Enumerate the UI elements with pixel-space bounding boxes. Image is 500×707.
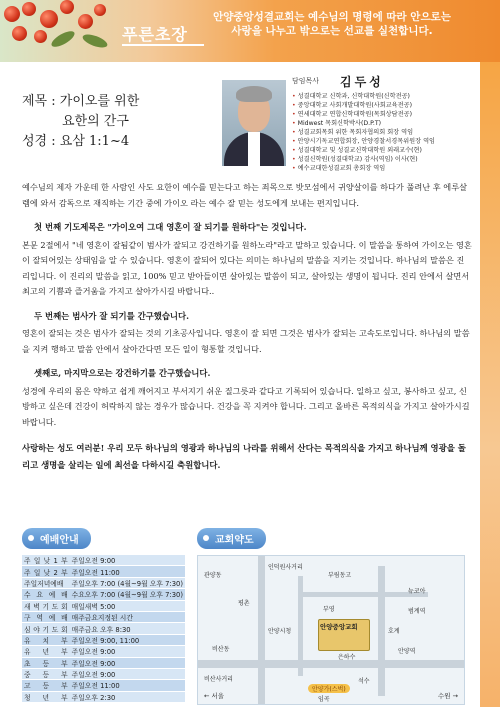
service-name: 주 일 낮 2 부 xyxy=(22,566,70,577)
service-name: 중 등 부 xyxy=(22,668,70,679)
table-row xyxy=(22,680,185,691)
section-paragraph-2: 영혼이 잘되는 것은 범사가 잘되는 것의 기초공사입니다. 영혼이 잘 되면 그것은 범사가 잘되는 고속도로입니다. 하나님의 말씀을 지켜 행하고 말씀 안에서 살아간다면 모든 일이 형통할 것입니다. xyxy=(22,328,470,354)
scripture-label: 성경 : xyxy=(22,134,56,149)
pastor-profile xyxy=(292,76,462,173)
photo-hair xyxy=(236,86,272,102)
map-label: 비산사거리 xyxy=(204,676,233,683)
table-row xyxy=(22,600,185,611)
table-row xyxy=(22,634,185,645)
credential-item: • 안양시기독교연합회장, 안양경찰서경목위원장 역임 xyxy=(292,137,462,146)
brand-title: 푸른초장 xyxy=(122,25,188,44)
berry-decoration xyxy=(40,10,58,28)
service-name: 초 등 부 xyxy=(22,657,70,668)
closing-paragraph: 사랑하는 성도 여러분! 우리 모두 하나님의 영광과 하나님의 나라를 위해서 산다는 목적의식을 가지고 하나님께 영광을 돌리고 생명을 살리는 일에 최선을 다하시길 축원합니다. xyxy=(22,443,466,470)
arrow-left-label: ← 서울 xyxy=(204,692,225,700)
map-title: 교회약도 xyxy=(197,528,266,549)
credential-item: • 성결교회목회 위한 목회자협의회 회장 역임 xyxy=(292,128,462,137)
section-heading-3: 셋째로, 마지막으로는 강건하기를 간구했습니다. xyxy=(34,368,211,378)
service-time: 매일새벽 5:00 xyxy=(70,600,185,611)
station-badge: 안양가(스벅) xyxy=(308,684,350,693)
table-row xyxy=(22,577,185,588)
service-time: 매주금요 오후 8:30 xyxy=(70,623,185,634)
table-row xyxy=(22,566,185,577)
photo-shirt xyxy=(248,132,260,166)
map-label: 서울 xyxy=(211,692,225,700)
map-label: 호계 xyxy=(388,628,400,635)
service-time: 주일오전 9:00 xyxy=(70,657,185,668)
arrow-right-label: 수원 → xyxy=(437,692,458,700)
pastor-credentials xyxy=(292,92,462,173)
service-time: 주일오전 11:00 xyxy=(70,680,185,691)
map-label: 석수 xyxy=(358,678,370,685)
service-time: 주일오전 9:00 xyxy=(70,646,185,657)
church-map-section xyxy=(197,528,463,705)
map-label: 안양역 xyxy=(398,648,416,655)
service-time: 수요오후 7:00 (4월~9월 오후 7:30) xyxy=(70,589,185,600)
table-row xyxy=(22,555,185,566)
map-label: 임곡 xyxy=(318,696,330,703)
table-row xyxy=(22,611,185,622)
right-side-bar xyxy=(480,62,500,707)
service-time: 주일오전 9:00, 11:00 xyxy=(70,634,185,645)
road xyxy=(298,576,303,676)
map-label: 뉴코아 xyxy=(408,588,426,595)
section-heading-2: 두 번째는 범사가 잘 되기를 간구했습니다. xyxy=(34,310,190,321)
title-line1: 가이오를 위한 xyxy=(59,94,140,109)
sermon-title-block xyxy=(22,92,139,152)
service-name: 주 일 낮 1 부 xyxy=(22,555,70,566)
berry-decoration xyxy=(60,0,74,14)
pastor-photo xyxy=(222,80,286,166)
service-name: 수 요 예 배 xyxy=(22,589,70,600)
berry-decoration xyxy=(78,14,93,29)
leaf-decoration xyxy=(81,32,109,50)
map-label: 관양동 xyxy=(204,572,222,579)
table-row xyxy=(22,589,185,600)
pastor-role: 담임목사 xyxy=(292,77,320,85)
table-row xyxy=(22,646,185,657)
table-row xyxy=(22,668,185,679)
map-label: 비산동 xyxy=(212,646,230,653)
service-time: 주일오전 9:00 xyxy=(70,555,185,566)
service-name: 유 치 부 xyxy=(22,634,70,645)
service-time: 주일오후 7:00 (4월~9월 오후 7:30) xyxy=(70,577,185,588)
credential-item: • Midwest 목회신학박사(D.P.T) xyxy=(292,119,462,128)
map-label: 평촌 xyxy=(238,600,250,607)
church-map xyxy=(197,555,465,705)
map-label: 수원 xyxy=(437,692,451,700)
pastor-name: 김두성 xyxy=(340,75,384,89)
service-name: 새 벽 기 도 회 xyxy=(22,600,70,611)
service-time: 매주금요지정된 시간 xyxy=(70,611,185,622)
service-time: 주일오전 11:00 xyxy=(70,566,185,577)
service-name: 구 역 예 배 xyxy=(22,611,70,622)
road xyxy=(378,566,385,696)
map-label: 안양시청 xyxy=(268,628,292,635)
brand-underline xyxy=(122,44,204,46)
worship-title: 예배안내 xyxy=(22,528,91,549)
table-row xyxy=(22,691,185,702)
map-label: 부영 xyxy=(323,606,335,613)
service-time: 주일오전 9:00 xyxy=(70,668,185,679)
map-label: 인덕원사거리 xyxy=(268,564,303,571)
berry-decoration xyxy=(4,6,20,22)
scripture-ref: 요삼 1:1~4 xyxy=(59,134,130,149)
credential-item: • 성결대학교 신학과, 신학대학원(신학전공) xyxy=(292,92,462,101)
credential-item: • 중앙대학교 사회개발대학원(사회교육전공) xyxy=(292,101,462,110)
berry-decoration xyxy=(12,26,27,41)
berry-decoration xyxy=(94,4,106,16)
sermon-body xyxy=(22,180,472,474)
road xyxy=(258,556,265,704)
header-banner xyxy=(0,0,500,62)
worship-info xyxy=(22,528,185,703)
service-time: 주일오후 2:30 xyxy=(70,691,185,702)
service-name: 심 야 기 도 회 xyxy=(22,623,70,634)
service-name: 주일저녁예배 xyxy=(22,577,70,588)
berry-decoration xyxy=(34,30,47,43)
leaf-decoration xyxy=(49,28,77,50)
service-name: 유 년 부 xyxy=(22,646,70,657)
service-name: 고 등 부 xyxy=(22,680,70,691)
credential-item: • 연세대학교 연합신학대학원(목회상담전공) xyxy=(292,110,462,119)
service-name: 청 년 부 xyxy=(22,691,70,702)
table-row xyxy=(22,657,185,668)
table-row xyxy=(22,623,185,634)
map-label: 부림동고 xyxy=(328,572,352,579)
intro-paragraph: 예수님의 제자 가운데 한 사람인 사도 요한이 예수를 믿는다고 하는 죄목으로 밧모섬에서 귀양살이를 하다가 풀려난 후 에루살렘에 와서 감독으로 재직하는 기간 중에 가이오 라는 예수 잘 믿는 성도에게 보내는 편지입니다. xyxy=(22,182,468,208)
credential-item: • 예수교대한성결교회 총회장 역임 xyxy=(292,164,462,173)
section-paragraph-3: 성경에 우리의 몸은 약하고 쉽게 깨어지고 부서지기 쉬운 질그릇과 같다고 기록되어 있습니다. 일하고 싶고, 봉사하고 싶고, 신방하고 싶은데 건강이 허락하지 않는 경우가 많습니다. 건강을 꼭 지켜야 합니다. 그리고 올바른 목적의식을 가지고 살아가시길 바랍니다. xyxy=(22,385,470,427)
worship-table xyxy=(22,555,185,703)
title-line2: 요한의 간구 xyxy=(62,114,129,129)
berry-decoration xyxy=(22,2,36,16)
header-tagline: 안양중앙성결교회는 예수님의 명령에 따라 안으로는 사랑을 나누고 밖으로는 선교를 실천합니다. xyxy=(213,11,451,37)
section-heading-1: 첫 번째 기도제목은 "가이오여 그대 영혼이 잘 되기를 원하다"는 것입니다. xyxy=(34,222,307,232)
title-label: 제목 : xyxy=(22,94,56,109)
church-map-label: 안양중앙교회 xyxy=(320,623,358,631)
map-label: 은하수 xyxy=(338,654,356,661)
map-label: 범계역 xyxy=(408,608,426,615)
section-paragraph-1: 본문 2절에서 "네 영혼이 잘됨같이 범사가 잘되고 강건하기를 원하노라"라고 말하고 있습니다. 이 말씀을 통하여 가이오는 영혼이 잘되어있는 상태임을 알 수 있습니다. 영혼이 잘되어 있다는 의미는 하나님의 말씀을 지키는 것입니다. 하나님의 말씀은 진리입니다. 이 진리의 말씀을 읽고, 100% 믿고 받아들이면 살아있는 말씀이 되고, 살아있는 생명이 됩니다. 진리 안에서 살면서 최고의 기쁨과 즐거움을 가지고 살아가시길 바랍니다.. xyxy=(22,239,472,296)
credential-item: • 성결신학원(성결대학교) 감사(역임) 이사(현) xyxy=(292,155,462,164)
credential-item: • 성결대학교 및 성결교신학대학원 외래교수(현) xyxy=(292,146,462,155)
road xyxy=(198,660,464,668)
